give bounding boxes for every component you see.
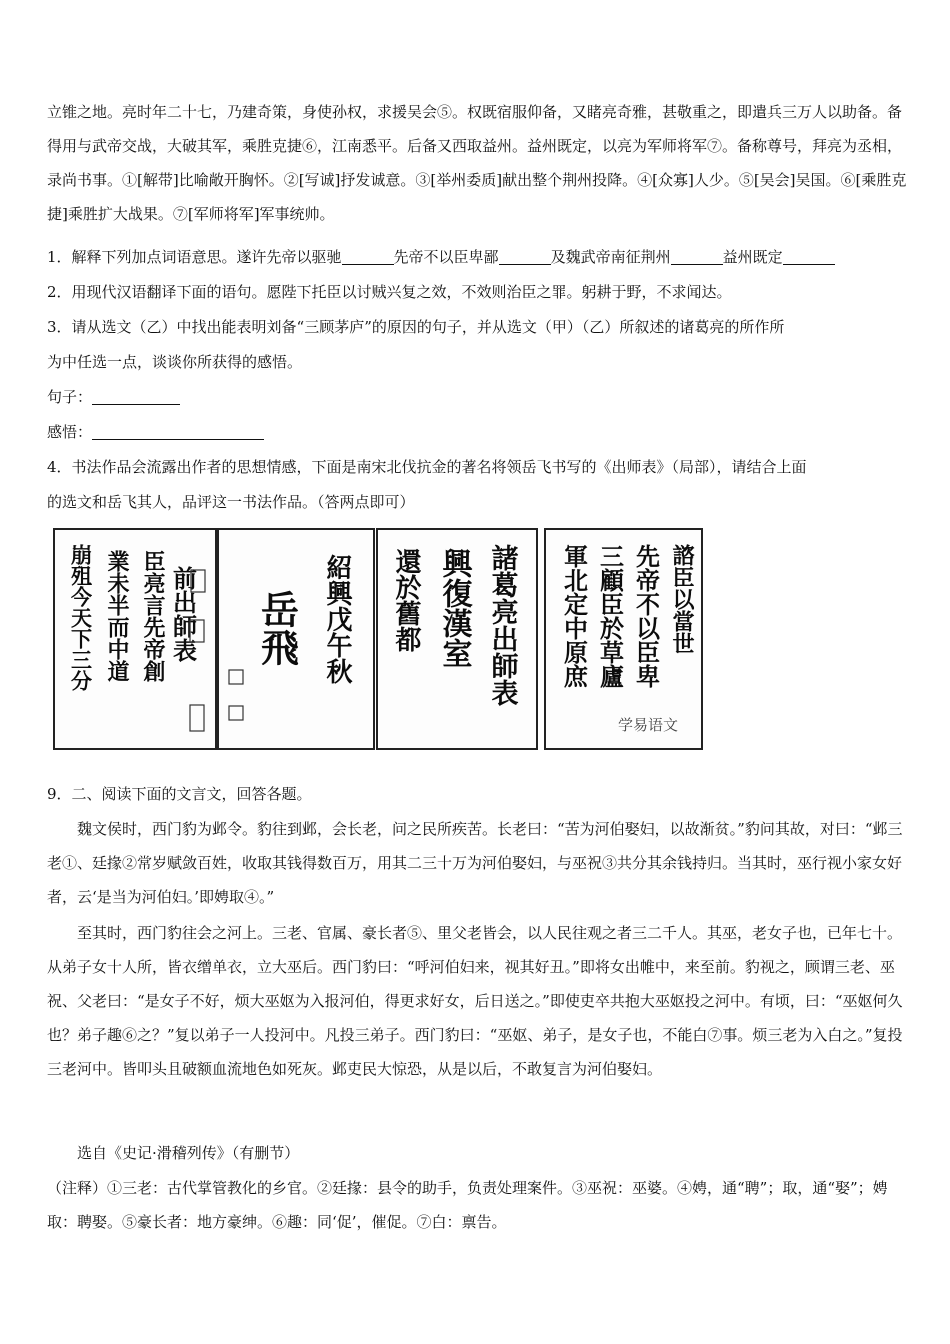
calligraphy-col: 諮臣以當世 — [669, 544, 695, 654]
calligraphy-col: 還於舊都 — [391, 548, 421, 652]
sentence-label: 句子： — [47, 388, 93, 406]
question-1-c: 及魏武帝南征荆州 — [550, 248, 671, 266]
calligraphy-panel-3 — [376, 528, 538, 750]
calligraphy-panel-1 — [53, 528, 217, 750]
question-2: 2．用现代汉语翻译下面的语句。愿陛下托臣以讨贼兴复之效，不效则治臣之罪。躬耕于野，不求闻达。 — [47, 283, 732, 301]
calligraphy-col: 三顧臣於草廬 — [595, 544, 625, 688]
sentence-blank[interactable] — [92, 403, 180, 405]
calligraphy-panel-2 — [217, 528, 375, 750]
question-1-d: 益州既定 — [722, 248, 783, 266]
sentence-answer-line — [47, 380, 180, 414]
calligraphy-col: 前出師表 — [168, 566, 198, 662]
calligraphy-col: 臣亮言先帝創 — [140, 550, 166, 682]
question-4-line-2: 的选文和岳飞其人，品评这一书法作品。（答两点即可） — [47, 493, 415, 511]
calligraphy-col: 業未半而中道 — [104, 550, 130, 682]
question-3-line-2: 为中任选一点，谈谈你所获得的感悟。 — [47, 353, 303, 371]
seal-mark — [229, 670, 243, 684]
insight-answer-line — [47, 415, 264, 449]
section-9-heading: 9．二、阅读下面的文言文，回答各题。 — [47, 785, 312, 803]
watermark-text: 学易语文 — [618, 716, 679, 734]
question-1-prefix: 1．解释下列加点词语意思。遂许先帝以驱驰 — [47, 248, 342, 266]
section-9-paragraph-1: 魏文侯时，西门豹为邺令。豹往到邺，会长老，问之民所疾苦。长老曰：“苦为河伯娶妇，以故渐贫。”豹问其故，对曰：“邺三老①、廷掾②常岁赋敛百姓，收取其钱得数百万，用其二三十万为河伯娶妇，与巫祝③共分其余钱持归。当其时，巫行视小家女好者，云‘是当为河伯妇。’即娉取④。” — [47, 820, 903, 906]
question-1-b: 先帝不以臣卑鄙 — [393, 248, 499, 266]
calligraphy-col: 諸葛亮出師表 — [486, 544, 518, 706]
annotations: （注释）①三老：古代掌管教化的乡官。②廷掾：县令的助手，负责处理案件。③巫祝：巫婆。④娉，通“聘”；取，通“娶”；娉取：聘娶。⑤豪长者：地方豪绅。⑥趣：同‘促’，催促。⑦白：禀告。 — [47, 1179, 888, 1231]
calligraphy-col: 紹興戊午秋 — [322, 554, 352, 684]
answer-blank[interactable] — [342, 263, 394, 265]
calligraphy-col: 興復漢室 — [436, 548, 472, 668]
section-9-paragraph-2: 至其时，西门豹往会之河上。三老、官属、豪长者⑤、里父老皆会，以人民往观之者三二千人。其巫，老女子也，已年七十。从弟子女十人所，皆衣缯单衣，立大巫后。西门豹曰：“呼河伯妇来，视其好丑。”即将女出帷中，来至前。豹视之，顾谓三老、巫祝、父老曰：“是女子不好，烦大巫妪为入报河伯，得更求好女，后日送之。”即使吏卒共抱大巫妪投之河中。有顷，曰：“巫妪何久也？弟子趣⑥之？”复以弟子一人投河中。凡投三弟子。西门豹曰：“巫妪、弟子，是女子也，不能白⑦事。烦三老为入白之。”复投三老河中。皆叩头且破额血流地色如死灰。邺吏民大惊恐，从是以后，不敢复言为河伯娶妇。 — [47, 924, 903, 1078]
calligraphy-col: 先帝不以臣卑 — [631, 544, 661, 688]
answer-blank[interactable] — [499, 263, 551, 265]
seal-mark — [229, 706, 243, 720]
question-3-line-1: 3．请从选文（乙）中找出能表明刘备“三顾茅庐”的原因的句子，并从选文（甲）（乙）所叙述的诸葛亮的所作所 — [47, 318, 785, 336]
calligraphy-col: 崩殂今天下三分 — [68, 544, 94, 691]
answer-blank[interactable] — [783, 263, 835, 265]
seal-mark — [190, 705, 204, 731]
question-4-line-1: 4．书法作品会流露出作者的思想情感，下面是南宋北伐抗金的著名将领岳飞书写的《出师表》（局部），请结合上面 — [47, 458, 807, 476]
insight-blank[interactable] — [92, 438, 264, 440]
passage-text: 立锥之地。亮时年二十七，乃建奇策，身使孙权，求援吴会⑤。权既宿服仰备，又睹亮奇雅，甚敬重之，即遣兵三万人以助备。备得用与武帝交战，大破其军，乘胜克捷⑥，江南悉平。后备又西取益州。益州既定，以亮为军师将军⑦。备称尊号，拜亮为丞相，录尚书事。①[解带]比喻敞开胸怀。②[写诚]抒发诚意。③[举州委质]献出整个荆州投降。④[众寡]人少。⑤[吴会]吴国。⑥[乘胜克捷]乘胜扩大战果。⑦[军师将军]军事统帅。 — [47, 103, 907, 223]
answer-blank[interactable] — [671, 263, 723, 265]
calligraphy-col: 軍北定中原庶 — [559, 544, 589, 688]
calligraphy-col: 岳飛 — [254, 590, 300, 666]
source-note: 选自《史记·滑稽列传》（有删节） — [77, 1144, 300, 1162]
calligraphy-panel-4 — [544, 528, 703, 750]
question-1 — [47, 240, 835, 274]
insight-label: 感悟： — [47, 423, 93, 441]
